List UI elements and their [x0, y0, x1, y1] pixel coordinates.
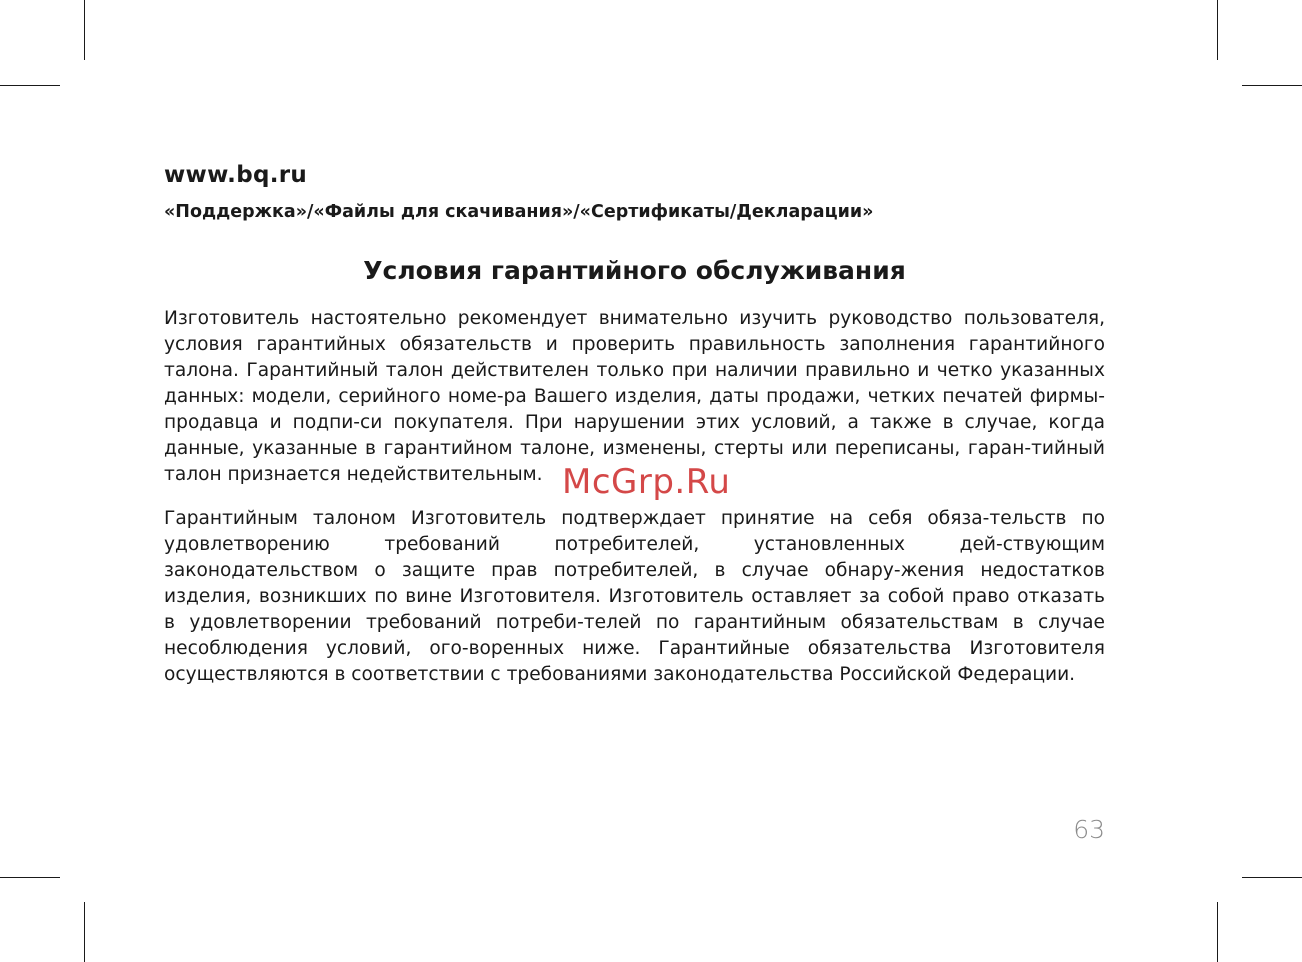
- watermark: McGrp.Ru: [562, 462, 731, 502]
- crop-mark-bottom-right-vertical: [1217, 902, 1218, 962]
- crop-mark-bottom-left-vertical: [84, 902, 85, 962]
- page-number: 63: [1073, 815, 1105, 844]
- crop-mark-top-left-horizontal: [0, 85, 60, 86]
- section-title: Условия гарантийного обслуживания: [363, 256, 906, 285]
- paragraph-warranty-conditions: Изготовитель настоятельно рекомендует внимательно изучить руководство пользователя, условия гарантийных обязательств и проверить правильность заполнения гарантийного талона. Гарантийный талон действителен только при наличии правильно и четко указанных данных: модели, серийного номе-ра Вашего изделия, даты продажи, четких печатей фирмы-продавца и подпи-си покупателя. При нарушении этих условий, а также в случае, когда данные, указанные в гарантийном талоне, изменены, стерты или переписаны, гаран-тийный талон признается недействительным.: [164, 308, 1105, 485]
- download-path: «Поддержка»/«Файлы для скачивания»/«Сертификаты/Декларации»: [164, 202, 874, 222]
- website-url: www.bq.ru: [164, 162, 308, 188]
- crop-mark-bottom-right-horizontal: [1242, 877, 1302, 878]
- crop-mark-top-right-vertical: [1217, 0, 1218, 60]
- paragraph-manufacturer-obligations: Гарантийным талоном Изготовитель подтверждает принятие на себя обяза-тельств по удовлетворению требований потребителей, установленных дей-ствующим законодательством о защите прав потребителей, в случае обнару-жения недостатков изделия, возникших по вине Изготовителя. Изготовитель оставляет за собой право отказать в удовлетворении требований потреби-телей по гарантийным обязательствам в случае несоблюдения условий, ого-воренных ниже. Гарантийные обязательства Изготовителя осуществляются в соответствии с требованиями законодательства Российской Федерации.: [164, 508, 1105, 685]
- crop-mark-top-left-vertical: [84, 0, 85, 60]
- crop-mark-top-right-horizontal: [1242, 85, 1302, 86]
- crop-mark-bottom-left-horizontal: [0, 877, 60, 878]
- page-content: [164, 160, 1105, 688]
